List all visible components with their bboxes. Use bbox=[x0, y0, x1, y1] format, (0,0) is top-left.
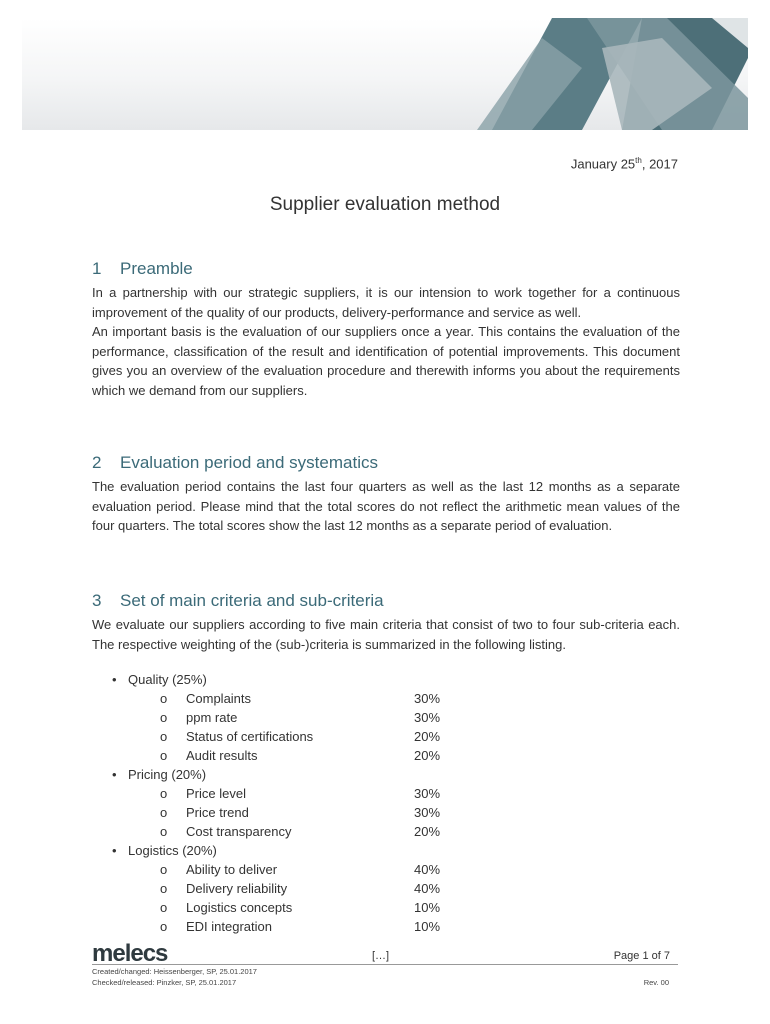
sub-criterion: o Delivery reliability 40% bbox=[160, 881, 441, 896]
checked-info: Checked/released: Pinzker, SP, 25.01.2017 bbox=[92, 978, 237, 987]
sub-criterion: o Complaints 30% bbox=[160, 691, 441, 706]
criterion-weight: (20%) bbox=[182, 843, 217, 858]
sub-bullet-icon: o bbox=[160, 710, 168, 725]
footer-divider bbox=[92, 964, 678, 965]
sub-criterion: o Ability to deliver 40% bbox=[160, 862, 441, 877]
sub-criterion: o ppm rate 30% bbox=[160, 710, 441, 725]
section-heading: 2 Evaluation period and systematics bbox=[92, 453, 378, 472]
paragraph: An important basis is the evaluation of our suppliers once a year. This contains the evaluation of the performance, classification of the result and identification of potential improvements. This document gives you an overview of the evaluation procedure and therewith informs you about the requirements which we demand from our suppliers. bbox=[92, 324, 680, 398]
paragraph: In a partnership with our strategic suppliers, it is our intension to work together for a continuous improvement of the quality of our products, delivery-performance and service as well. bbox=[92, 285, 680, 320]
melecs-logo: melecs bbox=[92, 940, 168, 967]
bullet-icon: • bbox=[112, 672, 117, 687]
criterion-weight: (25%) bbox=[172, 672, 207, 687]
sub-bullet-icon: o bbox=[160, 805, 168, 820]
sub-criterion: o EDI integration 10% bbox=[160, 919, 441, 934]
bullet-icon: • bbox=[112, 767, 117, 782]
bullet-icon: • bbox=[112, 843, 117, 858]
document-date: January 25th, 2017 bbox=[570, 156, 678, 172]
sub-criterion: o Price trend 30% bbox=[160, 805, 441, 820]
criterion-weight: (20%) bbox=[171, 767, 207, 782]
logo-graphic-icon bbox=[22, 18, 748, 130]
sub-bullet-icon: o bbox=[160, 900, 168, 915]
sub-bullet-icon: o bbox=[160, 881, 168, 896]
criteria-list bbox=[112, 670, 472, 936]
sub-criterion: o Audit results 20% bbox=[160, 748, 441, 763]
sub-criterion: o Status of certifications 20% bbox=[160, 729, 441, 744]
sub-criterion: o Price level 30% bbox=[160, 786, 441, 801]
header-graphic bbox=[22, 18, 748, 130]
criterion-name: Quality bbox=[128, 672, 169, 687]
section-heading: 1 Preamble bbox=[92, 259, 193, 278]
criterion-name: Pricing bbox=[128, 767, 168, 782]
paragraph: The evaluation period contains the last four quarters as well as the last 12 months as a separate evaluation period. Please mind that the total scores do not reflect the arithmetic mean values of the four quarters. The total scores show the last 12 months as a separate period of evaluation. bbox=[92, 479, 680, 534]
created-info: Created/changed: Heissenberger, SP, 25.01.2017 bbox=[92, 967, 257, 976]
sub-bullet-icon: o bbox=[160, 729, 168, 744]
section-criteria bbox=[92, 591, 680, 654]
section-evaluation-period bbox=[92, 453, 680, 536]
sub-criterion: o Cost transparency 20% bbox=[160, 824, 441, 839]
sub-bullet-icon: o bbox=[160, 919, 168, 934]
section-heading: 3 Set of main criteria and sub-criteria bbox=[92, 591, 384, 610]
document-title: Supplier evaluation method bbox=[269, 194, 501, 215]
criterion-pricing bbox=[112, 765, 472, 784]
page-number: Page 1 of 7 bbox=[613, 950, 670, 962]
sub-bullet-icon: o bbox=[160, 862, 168, 877]
criterion-name: Logistics bbox=[128, 843, 179, 858]
revision: Rev. 00 bbox=[643, 978, 669, 987]
sub-bullet-icon: o bbox=[160, 824, 168, 839]
sub-criterion: o Logistics concepts 10% bbox=[160, 900, 441, 915]
criterion-quality bbox=[112, 670, 472, 689]
sub-bullet-icon: o bbox=[160, 748, 168, 763]
sub-bullet-icon: o bbox=[160, 786, 168, 801]
section-preamble bbox=[92, 259, 680, 401]
sub-bullet-icon: o bbox=[160, 691, 168, 706]
criterion-logistics bbox=[112, 841, 472, 860]
paragraph: We evaluate our suppliers according to five main criteria that consist of two to four sub-criteria each. The respective weighting of the (sub-)criteria is summarized in the following listing. bbox=[92, 617, 680, 652]
continuation-marker: […] bbox=[372, 950, 390, 962]
